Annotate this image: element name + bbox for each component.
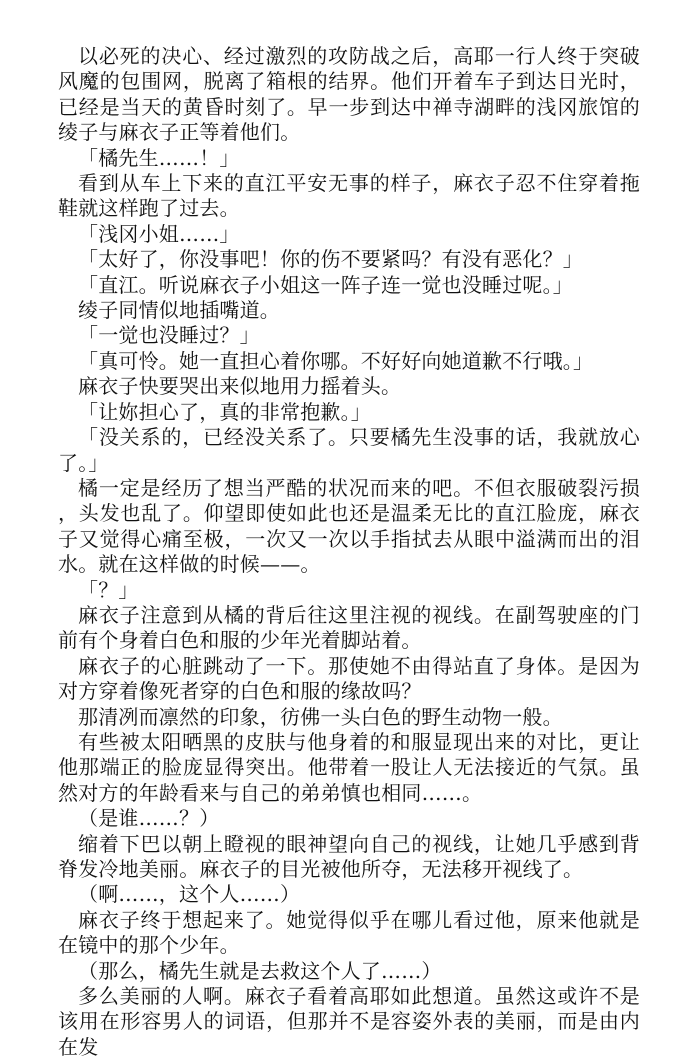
paragraph: 以必死的决心、经过激烈的攻防战之后，高耶一行人终于突破风魔的包围网，脱离了箱根的结界。他们开着车子到达日光时，已经是当天的黄昏时刻了。早一步到达中禅寺湖畔的浅冈旅馆的绫子与麻衣子正等着他们。 bbox=[58, 44, 640, 145]
paragraph: 绫子同情似地插嘴道。 bbox=[78, 298, 280, 323]
inner-thought: （那么，橘先生就是去救这个人了……） bbox=[78, 958, 442, 983]
inner-thought: （啊……，这个人……） bbox=[78, 882, 301, 907]
dialogue-line: 「浅冈小姐……」 bbox=[78, 221, 240, 246]
dialogue-line: 「真可怜。她一直担心着你哪。不好好向她道歉不行哦。」 bbox=[78, 348, 594, 373]
inner-thought: （是谁……？） bbox=[78, 806, 220, 831]
paragraph: 那清冽而凛然的印象，彷佛一头白色的野生动物一般。 bbox=[78, 704, 563, 729]
novel-page-text bbox=[58, 44, 640, 1060]
dialogue-line: 「太好了，你没事吧！你的伤不要紧吗？有没有恶化？」 bbox=[78, 247, 583, 272]
dialogue-line: 「让妳担心了，真的非常抱歉。」 bbox=[78, 399, 371, 424]
paragraph: 麻衣子快要哭出来似地用力摇着头。 bbox=[78, 374, 402, 399]
paragraph: 看到从车上下来的直江平安无事的样子，麻衣子忍不住穿着拖鞋就这样跑了过去。 bbox=[58, 171, 640, 221]
paragraph: 有些被太阳晒黑的皮肤与他身着的和服显现出来的对比，更让他那端正的脸庞显得突出。他带着一股让人无法接近的气氛。虽然对方的年龄看来与自己的弟弟慎也相同……。 bbox=[58, 729, 640, 805]
dialogue-line: 「没关系的，已经没关系了。只要橘先生没事的话，我就放心了。」 bbox=[58, 425, 640, 475]
paragraph: 多么美丽的人啊。麻衣子看着高耶如此想道。虽然这或许不是该用在形容男人的词语，但那并不是容姿外表的美丽，而是由内在发 bbox=[58, 984, 640, 1059]
paragraph: 麻衣子终于想起来了。她觉得似乎在哪儿看过他，原来他就是在镜中的那个少年。 bbox=[58, 907, 640, 958]
paragraph: 麻衣子注意到从橘的背后往这里注视的视线。在副驾驶座的门前有个身着白色和服的少年光着脚站着。 bbox=[58, 602, 640, 653]
paragraph: 橘一定是经历了想当严酷的状况而来的吧。不但衣服破裂污损，头发也乱了。仰望即使如此也还是温柔无比的直江脸庞，麻衣子又觉得心痛至极，一次又一次以手指拭去从眼中溢满而出的泪水。就在这样做的时候——。 bbox=[58, 475, 640, 577]
paragraph: 缩着下巴以朝上瞪视的眼神望向自己的视线，让她几乎感到背脊发冷地美丽。麻衣子的目光被他所夺，无法移开视线了。 bbox=[58, 831, 640, 881]
dialogue-line: 「一觉也没睡过？」 bbox=[78, 323, 260, 348]
paragraph: 麻衣子的心脏跳动了一下。那使她不由得站直了身体。是因为对方穿着像死者穿的白色和服的缘故吗？ bbox=[58, 653, 640, 704]
dialogue-line: 「？」 bbox=[78, 577, 139, 602]
dialogue-line: 「直江。听说麻衣子小姐这一阵子连一觉也没睡过呢。」 bbox=[78, 272, 573, 297]
dialogue-line: 「橘先生……！」 bbox=[78, 145, 240, 170]
